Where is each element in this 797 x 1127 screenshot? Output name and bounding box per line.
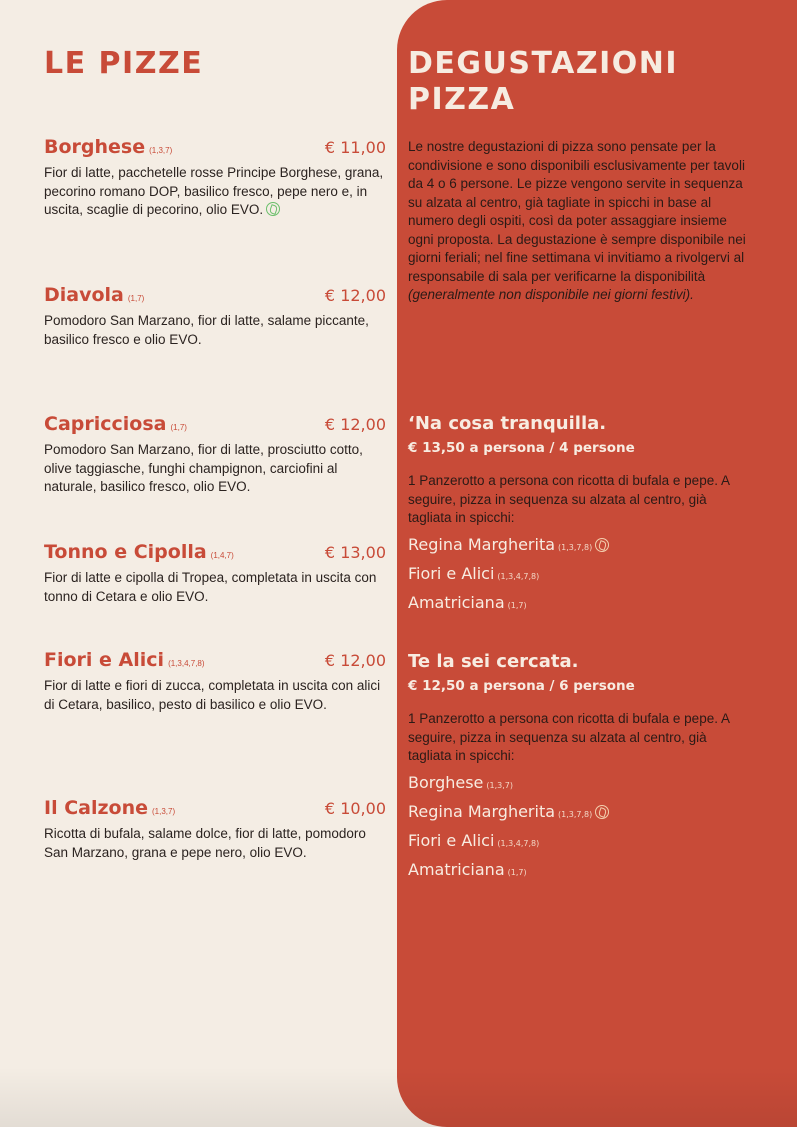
tasting-pizza-item: Regina Margherita (1,3,7,8) xyxy=(408,799,753,828)
pizza-description: Fior di latte, pacchetelle rosse Principe Borghese, grana, pecorino romano DOP, basilico fresco, pepe nero e, in uscita, scaglie di pecorino, olio EVO. xyxy=(44,165,384,217)
tasting-name: Te la sei cercata. xyxy=(408,651,579,672)
pizza-description: Pomodoro San Marzano, fior di latte, salame piccante, basilico fresco e olio EVO. xyxy=(44,313,369,347)
pizza-allergens: (1,4,7) xyxy=(210,551,234,560)
pizza-price: € 10,00 xyxy=(324,799,386,818)
pizza-description: Fior di latte e cipolla di Tropea, completata in uscita con tonno di Cetara e olio EVO. xyxy=(44,570,377,604)
pizza-allergens: (1,3,7) xyxy=(149,146,173,155)
pizza-description: Pomodoro San Marzano, fior di latte, prosciutto cotto, olive taggiasche, funghi champignon, carciofini al naturale, basilico fresco, olio EVO. xyxy=(44,442,363,494)
leaf-icon xyxy=(595,805,609,819)
tasting-description: 1 Panzerotto a persona con ricotta di bufala e pepe. A seguire, pizza in sequenza su alzata al centro, già tagliata in spicchi: xyxy=(408,473,730,525)
tasting-name: ‘Na cosa tranquilla. xyxy=(408,413,607,434)
pizza-name: Borghese xyxy=(44,136,146,158)
pizza-name: Diavola xyxy=(44,284,124,306)
pizza-item-il-calzone xyxy=(44,797,386,862)
tasting-price: € 12,50 a persona / 6 persone xyxy=(408,678,635,694)
degustazioni-intro: Le nostre degustazioni di pizza sono pensate per la condivisione e sono disponibili esclusivamente per tavoli da 4 o 6 persone. Le pizze vengono servite in sequenza su alzata al centro, già tagliate in spicchi in base al numero degli ospiti, così da poter assaggiare insieme ogni proposta. La degustazione è sempre disponibile nei giorni feriali; nel fine settimana vi invitiamo a rivolgervi al responsabile di sala per verificarne la disponibilità (generalmente non disponibile nei giorni festivi). xyxy=(408,139,746,302)
pizza-name: Fiori e Alici xyxy=(44,649,165,671)
pizza-allergens: (1,7) xyxy=(127,294,145,303)
degustazioni-heading: DEGUSTAZIONI PIZZA xyxy=(408,46,679,117)
leaf-icon xyxy=(595,538,609,552)
pizza-allergens: (1,3,7) xyxy=(152,807,176,816)
tasting-na-cosa-tranquilla xyxy=(408,412,753,619)
pizza-price: € 13,00 xyxy=(324,543,386,562)
pizze-heading: LE PIZZE xyxy=(44,46,204,81)
tasting-price: € 13,50 a persona / 4 persone xyxy=(408,440,635,456)
pizza-price: € 12,00 xyxy=(324,651,386,670)
pizza-item-fiori-e-alici xyxy=(44,649,386,714)
pizza-name: Tonno e Cipolla xyxy=(44,541,207,563)
intro-note: (generalmente non disponibile nei giorni festivi). xyxy=(408,287,694,302)
pizza-name: Il Calzone xyxy=(44,797,148,819)
pizza-allergens: (1,7) xyxy=(170,423,187,432)
tasting-pizza-item: Amatriciana (1,7) xyxy=(408,592,527,612)
pizza-item-borghese xyxy=(44,136,386,220)
tasting-te-la-sei-cercata xyxy=(408,650,753,886)
pizza-item-tonno-e-cipolla xyxy=(44,541,386,606)
leaf-icon xyxy=(266,202,280,216)
tasting-pizza-item: Regina Margherita (1,3,7,8) xyxy=(408,532,753,561)
tasting-pizza-item: Fiori e Alici (1,3,4,7,8) xyxy=(408,563,540,583)
tasting-description: 1 Panzerotto a persona con ricotta di bufala e pepe. A seguire, pizza in sequenza su alzata al centro, già tagliata in spicchi: xyxy=(408,711,730,763)
pizza-name: Capricciosa xyxy=(44,413,167,435)
pizza-price: € 12,00 xyxy=(324,415,386,434)
pizza-description: Fior di latte e fiori di zucca, completata in uscita con alici di Cetara, basilico, pesto di basilico e olio EVO. xyxy=(44,678,381,712)
pizza-price: € 12,00 xyxy=(324,286,386,305)
pizza-item-diavola xyxy=(44,284,386,349)
tasting-pizza-item: Borghese (1,3,7) xyxy=(408,772,513,792)
pizza-item-capricciosa xyxy=(44,413,386,497)
pizza-allergens: (1,3,4,7,8) xyxy=(168,659,205,668)
pizza-description: Ricotta di bufala, salame dolce, fior di latte, pomodoro San Marzano, grana e pepe nero, olio EVO. xyxy=(44,826,366,860)
tasting-pizza-item: Fiori e Alici (1,3,4,7,8) xyxy=(408,830,540,850)
tasting-pizza-item: Amatriciana (1,7) xyxy=(408,859,527,879)
pizza-price: € 11,00 xyxy=(324,138,386,157)
